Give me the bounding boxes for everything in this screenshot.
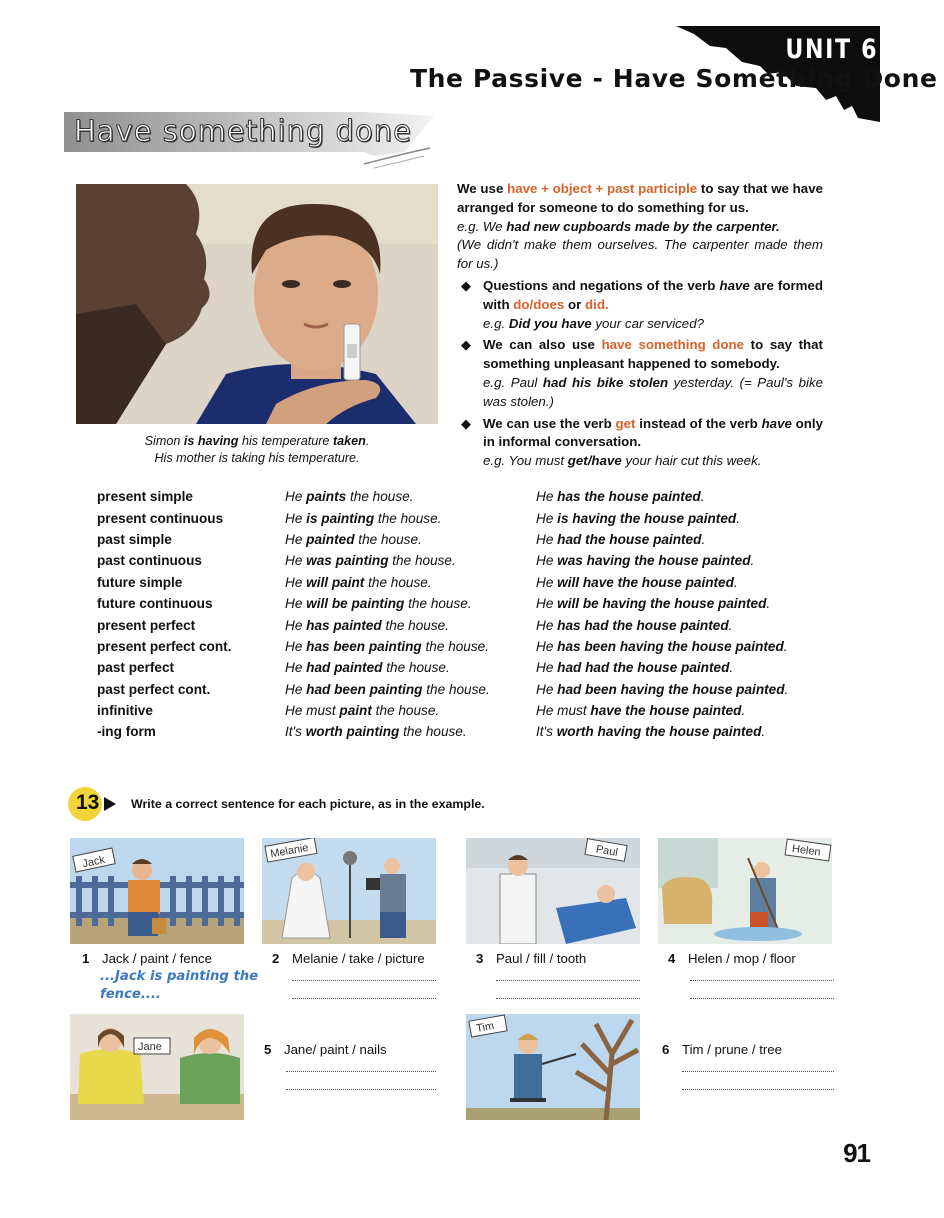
causative-example: He has had the house painted. <box>536 617 733 633</box>
exercise-number: 13 <box>76 791 100 814</box>
picture-tim-pruning-tree <box>466 1014 640 1120</box>
photo-caption-line2: His mother is taking his temperature. <box>154 451 360 465</box>
active-example: He must paint the house. <box>285 703 440 719</box>
active-example: He will be painting the house. <box>285 596 472 612</box>
explanation-block <box>457 180 823 471</box>
arrow-right-icon <box>104 797 116 811</box>
exercise-item-5: 5 Jane/ paint / nails <box>264 1042 387 1057</box>
causative-example: He will have the house painted. <box>536 574 738 590</box>
tense-row <box>97 636 788 657</box>
tense-name: past perfect <box>97 660 175 676</box>
causative-example: He had the house painted. <box>536 531 706 547</box>
exercise-item-4: 4 Helen / mop / floor <box>668 951 796 966</box>
tense-row <box>97 529 788 550</box>
answer-line[interactable] <box>496 980 640 981</box>
answer-line[interactable] <box>286 1071 436 1072</box>
tense-row <box>97 679 788 700</box>
picture-label: Jack <box>81 853 107 871</box>
tense-row <box>97 550 788 571</box>
causative-example: He was having the house painted. <box>536 553 755 569</box>
tense-row <box>97 507 788 528</box>
explanation-bullet-1: ◆ Questions and negations of the verb have are formed with do/does or did. <box>461 277 823 312</box>
active-example: He was painting the house. <box>285 553 456 569</box>
active-example: He will paint the house. <box>285 574 432 590</box>
tense-row <box>97 572 788 593</box>
section-banner-title: Have something done <box>74 114 412 148</box>
exercise-item-1-answer: ...Jack is painting the fence.... <box>100 969 259 1002</box>
causative-example: He had had the house painted. <box>536 660 734 676</box>
causative-example: It's worth having the house painted. <box>536 724 766 740</box>
causative-example: He must have the house painted. <box>536 703 746 719</box>
explanation-bullet-1-example: e.g. Did you have your car serviced? <box>483 315 704 331</box>
explanation-example1: e.g. We had new cupboards made by the carpenter. <box>457 218 780 234</box>
causative-example: He has the house painted. <box>536 489 705 505</box>
answer-line[interactable] <box>690 980 834 981</box>
picture-helen-mopping <box>658 838 832 944</box>
answer-line[interactable] <box>690 998 834 999</box>
diamond-bullet-icon: ◆ <box>461 415 471 431</box>
answer-line[interactable] <box>496 998 640 999</box>
page-title: The Passive - Have Something Done <box>410 64 938 93</box>
tense-name: infinitive <box>97 703 153 719</box>
exercise-instruction: Write a correct sentence for each picture, as in the example. <box>131 797 485 811</box>
answer-line[interactable] <box>286 1089 436 1090</box>
unit-label: UNIT 6 <box>785 34 878 65</box>
picture-jack-painting-fence <box>70 838 244 944</box>
page-number: 91 <box>843 1138 870 1168</box>
tense-row <box>97 721 788 742</box>
picture-label: Melanie <box>269 841 310 861</box>
tense-name: past perfect cont. <box>97 681 211 697</box>
picture-paul-dentist <box>466 838 640 944</box>
tense-row <box>97 614 788 635</box>
explanation-intro: We use have + object + past participle to say that we have arranged for someone to do something for us. <box>457 181 823 215</box>
exercise-item-2: 2 Melanie / take / picture <box>272 951 425 966</box>
explanation-bullet-2-example: e.g. Paul had his bike stolen yesterday. (= Paul's bike was stolen.) <box>483 374 824 409</box>
tense-name: present simple <box>97 489 193 505</box>
picture-label: Helen <box>791 842 822 859</box>
tense-name: future simple <box>97 574 183 590</box>
explanation-bullet-3: ◆ We can use the verb get instead of the verb have only in informal conversation. <box>461 415 824 450</box>
tense-name: past continuous <box>97 553 202 569</box>
picture-label: Jane <box>138 1041 162 1053</box>
diamond-bullet-icon: ◆ <box>461 277 471 293</box>
active-example: He has been painting the house. <box>285 638 490 654</box>
causative-example: He has been having the house painted. <box>536 638 788 654</box>
explanation-example1-note: (We didn't make them ourselves. The carpenter made them for us.) <box>457 237 823 272</box>
tense-name: past simple <box>97 531 172 547</box>
active-example: He painted the house. <box>285 531 422 547</box>
causative-example: He will be having the house painted. <box>536 596 771 612</box>
tense-table <box>97 486 788 743</box>
tense-name: present continuous <box>97 510 224 526</box>
explanation-bullet-3-example: e.g. You must get/have your hair cut this week. <box>483 453 762 469</box>
tense-name: present perfect cont. <box>97 638 232 654</box>
tense-name: -ing form <box>97 724 156 740</box>
photo-caption-line1: Simon is having his temperature taken. <box>144 434 370 448</box>
exercise-item-1: 1 Jack / paint / fence <box>82 951 212 966</box>
picture-label: Paul <box>594 843 619 859</box>
active-example: He is painting the house. <box>285 510 442 526</box>
tense-row <box>97 657 788 678</box>
picture-melanie-photographed <box>262 838 436 944</box>
causative-example: He is having the house painted. <box>536 510 740 526</box>
diamond-bullet-icon: ◆ <box>461 337 471 353</box>
tense-row <box>97 486 788 507</box>
picture-label: Tim <box>475 1020 496 1035</box>
exercise-item-6: 6 Tim / prune / tree <box>662 1042 782 1057</box>
active-example: He has painted the house. <box>285 617 449 633</box>
answer-line[interactable] <box>682 1089 834 1090</box>
answer-line[interactable] <box>292 980 436 981</box>
active-example: It's worth painting the house. <box>285 724 467 740</box>
active-example: He paints the house. <box>285 489 414 505</box>
answer-line[interactable] <box>682 1071 834 1072</box>
tense-name: present perfect <box>97 617 196 633</box>
boy-thermometer-photo <box>76 184 438 424</box>
active-example: He had painted the house. <box>285 660 450 676</box>
tense-row <box>97 593 788 614</box>
exercise-item-3: 3 Paul / fill / tooth <box>476 951 587 966</box>
active-example: He had been painting the house. <box>285 681 490 697</box>
picture-jane-nails <box>70 1014 244 1120</box>
answer-line[interactable] <box>292 998 436 999</box>
causative-example: He had been having the house painted. <box>536 681 789 697</box>
explanation-bullet-2: ◆ We can also use have something done to say that something unpleasant happened to somebody. <box>461 337 823 372</box>
tense-row <box>97 700 788 721</box>
tense-name: future continuous <box>97 596 213 612</box>
